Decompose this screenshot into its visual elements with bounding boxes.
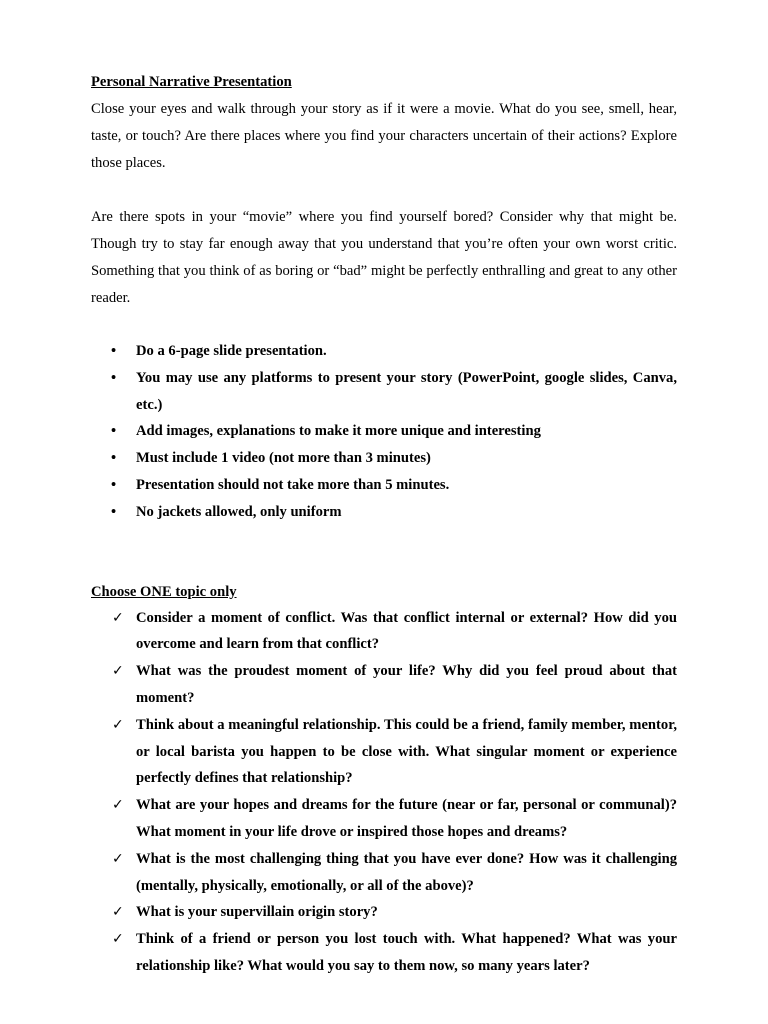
list-item	[91, 472, 677, 499]
checkmark-icon: ✓	[112, 904, 124, 921]
bored-spots-paragraph: Are there spots in your “movie” where you find yourself bored? Consider why that might be. Though try to stay far enough away that you understand that you’re often your own worst critic. Something that you think of as boring or “bad” might be perfectly enthralling and great to any other reader.	[91, 209, 677, 306]
requirement-text: Presentation should not take more than 5 minutes.	[136, 476, 450, 493]
bullet-icon: •	[111, 423, 117, 440]
bullet-icon: •	[111, 503, 117, 520]
list-item	[91, 499, 677, 526]
list-item	[91, 846, 677, 900]
topic-text: Think of a friend or person you lost touch with. What happened? What was your relationship like? What would you say to them now, so many years later?	[136, 931, 677, 974]
checkmark-icon: ✓	[112, 797, 124, 814]
list-item	[91, 605, 677, 659]
checkmark-icon: ✓	[112, 850, 124, 867]
topic-text: What is the most challenging thing that you have ever done? How was it challenging (mentally, physically, emotionally, or all of the above)?	[136, 850, 677, 894]
list-item	[91, 418, 677, 445]
requirement-text: Add images, explanations to make it more unique and interesting	[136, 423, 541, 440]
list-item	[91, 338, 677, 365]
topic-text: What is your supervillain origin story?	[136, 904, 378, 921]
intro-paragraph: Close your eyes and walk through your story as if it were a movie. What do you see, smell, hear, taste, or touch? Are there places where you find your characters uncertain of their actions? Explore those places.	[91, 101, 677, 171]
list-item	[91, 712, 677, 792]
document-page	[91, 70, 677, 980]
topic-text: What are your hopes and dreams for the future (near or far, personal or communal)? What moment in your life drove or inspired those hopes and dreams?	[136, 797, 677, 840]
bullet-icon: •	[111, 476, 117, 493]
list-item	[91, 445, 677, 472]
topic-text: Consider a moment of conflict. Was that conflict internal or external? How did you overcome and learn from that conflict?	[136, 609, 677, 653]
requirements-list	[91, 338, 677, 526]
list-item	[91, 365, 677, 419]
checkmark-icon: ✓	[112, 716, 124, 733]
topic-text: Think about a meaningful relationship. This could be a friend, family member, mentor, or local barista you happen to be close with. What singular moment or experience perfectly defines that relationship?	[136, 716, 677, 787]
requirement-text: You may use any platforms to present your story (PowerPoint, google slides, Canva, etc.)	[136, 369, 677, 413]
document-title: Personal Narrative Presentation	[91, 74, 292, 90]
checkmark-icon: ✓	[112, 663, 124, 680]
list-item	[91, 899, 677, 926]
list-item	[91, 792, 677, 846]
requirement-text: Must include 1 video (not more than 3 minutes)	[136, 450, 431, 467]
topics-heading: Choose ONE topic only	[91, 583, 237, 600]
checkmark-icon: ✓	[112, 609, 124, 626]
list-item	[91, 926, 677, 980]
bullet-icon: •	[111, 369, 117, 386]
bullet-icon: •	[111, 450, 117, 467]
topics-list	[91, 605, 677, 980]
bullet-icon: •	[111, 343, 117, 359]
requirement-text: Do a 6-page slide presentation.	[136, 343, 327, 359]
checkmark-icon: ✓	[112, 931, 124, 948]
topic-text: What was the proudest moment of your life? Why did you feel proud about that moment?	[136, 663, 677, 706]
requirement-text: No jackets allowed, only uniform	[136, 503, 342, 520]
list-item	[91, 658, 677, 712]
